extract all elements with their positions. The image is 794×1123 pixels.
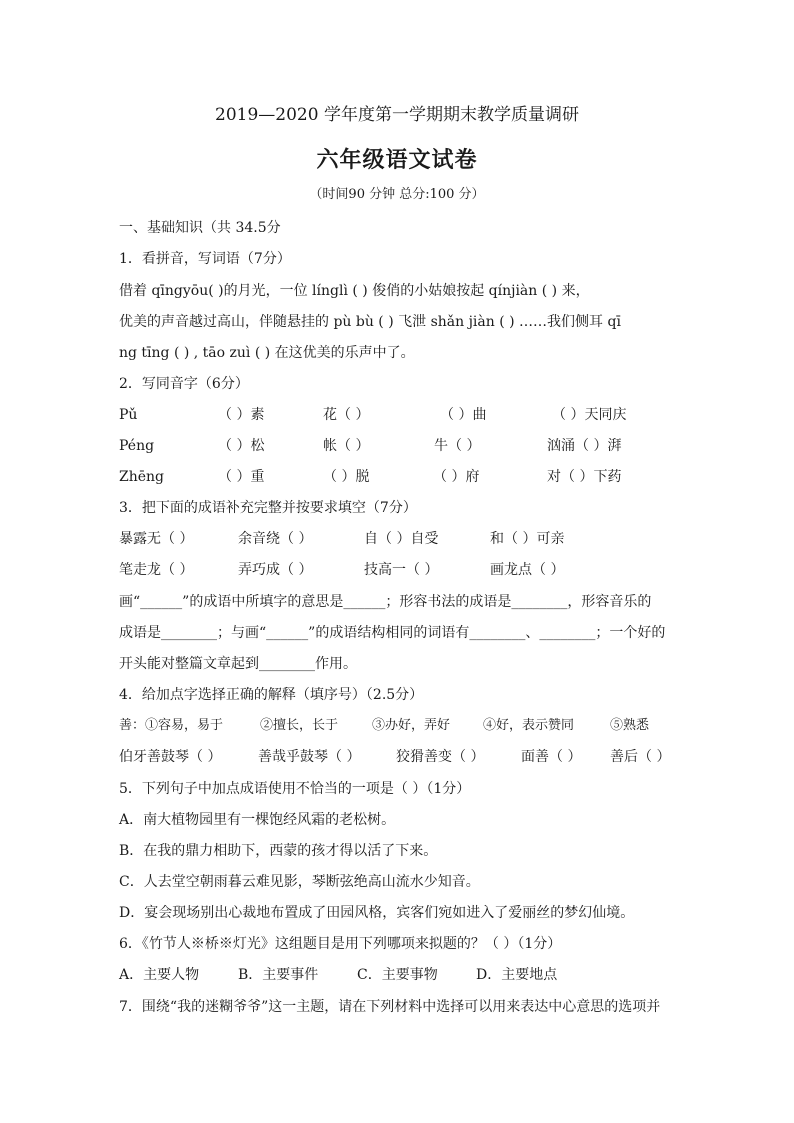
section-heading: 一、基础知识（共 34.5分 — [119, 220, 281, 236]
answer-option: C．主要事物 — [357, 967, 438, 983]
definition-item: ③办好，弄好 — [372, 718, 451, 733]
idiom-blank: 和（ ）可亲 — [490, 531, 565, 547]
question-7-prompt: 7．围绕“我的迷糊爷爷”这一主题，请在下列材料中选择可以用来表达中心意思的选项并 — [119, 999, 661, 1015]
idiom-blank: 暴露无（ ） — [119, 531, 194, 547]
exam-title: 六年级语文试卷 — [316, 147, 478, 173]
answer-option: A．南大植物园里有一棵饱经风霜的老松树。 — [119, 812, 396, 828]
question-2-prompt: 2．写同音字（6分） — [119, 376, 249, 392]
homophone-blank: 汹涌（ ）湃 — [547, 438, 622, 454]
definition-question: 狡猾善变（ ） — [396, 749, 485, 765]
answer-option: B．主要事件 — [238, 967, 319, 983]
question-6-prompt: 6．《竹节人※桥※灯光》这组题目是用下列哪项来拟题的？（ ）（1分） — [119, 936, 562, 952]
homophone-blank: 对（ ）下药 — [547, 469, 622, 485]
idiom-blank: 画龙点（ ） — [490, 562, 565, 578]
definition-question: 伯牙善鼓琴（ ） — [119, 749, 222, 765]
homophone-blank: （ ）重 — [218, 469, 265, 485]
pinyin-label: Zhēng — [119, 469, 165, 485]
answer-option: A．主要人物 — [119, 967, 200, 983]
pinyin-label: Péng — [119, 438, 155, 454]
definition-item: ④好，表示赞同 — [483, 718, 575, 733]
homophone-blank: （ ）天同庆 — [552, 407, 627, 423]
definition-question: 面善（ ） — [521, 749, 582, 765]
definition-question: 善后（ ） — [610, 749, 671, 765]
definition-item: ②擅长，长于 — [260, 718, 339, 733]
definition-item: ⑤熟悉 — [610, 718, 650, 733]
homophone-blank: （ ）松 — [218, 438, 265, 454]
question-4-prompt: 4．给加点字选择正确的解释（填序号）（2.5分） — [119, 687, 424, 703]
idiom-blank: 弄巧成（ ） — [238, 562, 313, 578]
homophone-blank: （ ）府 — [433, 469, 480, 485]
definition-item: 善：①容易，易于 — [119, 718, 224, 733]
homophone-blank: 花（ ） — [323, 407, 370, 423]
homophone-blank: 帐（ ） — [323, 438, 370, 454]
answer-option: D．主要地点 — [476, 967, 558, 983]
homophone-blank: 牛（ ） — [434, 438, 481, 454]
idiom-blank: 笔走龙（ ） — [119, 562, 194, 578]
homophone-blank: （ ）脱 — [323, 469, 370, 485]
question-3-prompt: 3．把下面的成语补充完整并按要求填空（7分） — [119, 500, 417, 516]
question-1-line-3: ng tīng ( ) , tāo zuì ( ) 在这优美的乐声中了。 — [119, 345, 415, 361]
question-1-line-1: 借着 qīngyōu( )的月光，一位 línglì ( ) 俊俏的小姑娘按起 qínjiàn ( ) 来， — [119, 283, 590, 299]
school-year-heading: 2019—2020 学年度第一学期期末教学质量调研 — [215, 105, 579, 125]
pinyin-label: Pǔ — [119, 407, 138, 423]
question-3-fill-line-1: 画“______”的成语中所填字的意思是______；形容书法的成语是________，形容音乐的 — [119, 594, 652, 610]
answer-option: C．人去堂空朝雨暮云难见影，琴断弦绝高山流水少知音。 — [119, 874, 480, 890]
question-3-fill-line-2: 成语是________；与画“______”的成语结构相同的词语有________、________；一个好的 — [119, 625, 666, 641]
homophone-blank: （ ）曲 — [440, 407, 487, 423]
question-1-line-2: 优美的声音越过高山，伴随悬挂的 pù bù ( ) 飞泄 shǎn jiàn ( ) ……我们侧耳 qī — [119, 314, 621, 330]
idiom-blank: 自（ ）自受 — [364, 531, 439, 547]
question-1-prompt: 1．看拼音，写词语（7分） — [119, 251, 291, 267]
question-5-prompt: 5．下列句子中加点成语使用不恰当的一项是（ ）（1分） — [119, 781, 471, 797]
definition-question: 善哉乎鼓琴（ ） — [258, 749, 361, 765]
idiom-blank: 技高一（ ） — [364, 562, 439, 578]
idiom-blank: 余音绕（ ） — [238, 531, 313, 547]
homophone-blank: （ ）素 — [218, 407, 265, 423]
answer-option: D．宴会现场别出心裁地布置成了田园风格，宾客们宛如进入了爱丽丝的梦幻仙境。 — [119, 905, 635, 921]
answer-option: B．在我的鼎力相助下，西蒙的孩才得以活了下来。 — [119, 843, 438, 859]
question-3-fill-line-3: 开头能对整篇文章起到________作用。 — [119, 656, 357, 672]
exam-subtitle: （时间90 分钟 总分:100 分） — [309, 187, 485, 202]
